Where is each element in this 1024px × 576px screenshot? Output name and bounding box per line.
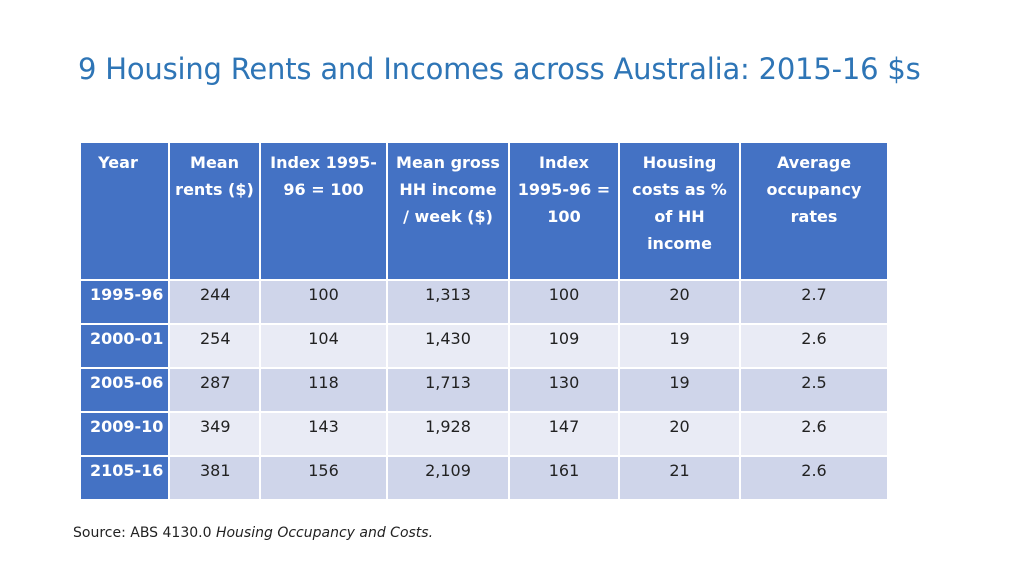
cell-mean-income: 1,313 [388,281,510,325]
header-line: HH income [399,180,497,199]
cell-occupancy: 2.7 [741,281,887,325]
header-year [81,143,170,281]
header-index-rents [261,143,388,281]
header-line: of HH [654,207,705,226]
header-housing-costs [620,143,741,281]
header-mean-rents [170,143,261,281]
cell-mean-income: 1,713 [388,369,510,413]
cell-index-income: 109 [510,325,620,369]
source-prefix: Source: ABS 4130.0 [73,525,216,541]
cell-index-income: 147 [510,413,620,457]
header-line: Average [776,153,852,172]
cell-occupancy: 2.6 [741,457,887,501]
cell-occupancy: 2.5 [741,369,887,413]
cell-housing-costs: 19 [620,369,741,413]
table-row [81,413,887,457]
header-line: / week ($) [403,207,493,226]
cell-housing-costs: 20 [620,281,741,325]
header-mean-income [388,143,510,281]
cell-mean-rents: 349 [170,413,261,457]
cell-index-income: 100 [510,281,620,325]
header-line: rents ($) [175,180,254,199]
cell-index-income: 130 [510,369,620,413]
cell-mean-rents: 381 [170,457,261,501]
cell-index-rents: 143 [261,413,388,457]
cell-mean-income: 1,928 [388,413,510,457]
header-line: costs as % [632,180,727,199]
header-line: income [647,234,712,253]
table-row [81,369,887,413]
header-line: Index 1995- [270,153,377,172]
table-row [81,457,887,501]
header-line: Index [539,153,589,172]
header-line: Mean gross [396,153,500,172]
header-line: 1995-96 = [517,180,611,199]
cell-occupancy: 2.6 [741,413,887,457]
header-line: occupancy [766,180,862,199]
cell-mean-income: 2,109 [388,457,510,501]
slide-title: 9 Housing Rents and Incomes across Australia: 2015-16 $s [78,52,921,86]
header-index-income [510,143,620,281]
cell-housing-costs: 19 [620,325,741,369]
header-year-line: Year [98,153,138,172]
header-line: 100 [547,207,581,226]
cell-occupancy: 2.6 [741,325,887,369]
header-line: rates [790,207,838,226]
cell-year: 2009-10 [81,413,170,457]
cell-index-rents: 100 [261,281,388,325]
cell-year: 2000-01 [81,325,170,369]
table-row [81,325,887,369]
header-line: Housing [642,153,717,172]
source-note [73,525,433,541]
header-line: 96 = 100 [283,180,364,199]
housing-table [81,143,887,501]
header-occupancy [741,143,887,281]
cell-housing-costs: 20 [620,413,741,457]
cell-index-rents: 156 [261,457,388,501]
table-row [81,281,887,325]
table-header-row [81,143,887,281]
cell-year: 2105-16 [81,457,170,501]
cell-mean-income: 1,430 [388,325,510,369]
cell-index-rents: 118 [261,369,388,413]
cell-year: 2005-06 [81,369,170,413]
source-publication: Housing Occupancy and Costs. [215,525,434,541]
cell-mean-rents: 244 [170,281,261,325]
cell-mean-rents: 287 [170,369,261,413]
cell-index-income: 161 [510,457,620,501]
cell-index-rents: 104 [261,325,388,369]
header-line: Mean [190,153,239,172]
cell-mean-rents: 254 [170,325,261,369]
cell-housing-costs: 21 [620,457,741,501]
cell-year: 1995-96 [81,281,170,325]
